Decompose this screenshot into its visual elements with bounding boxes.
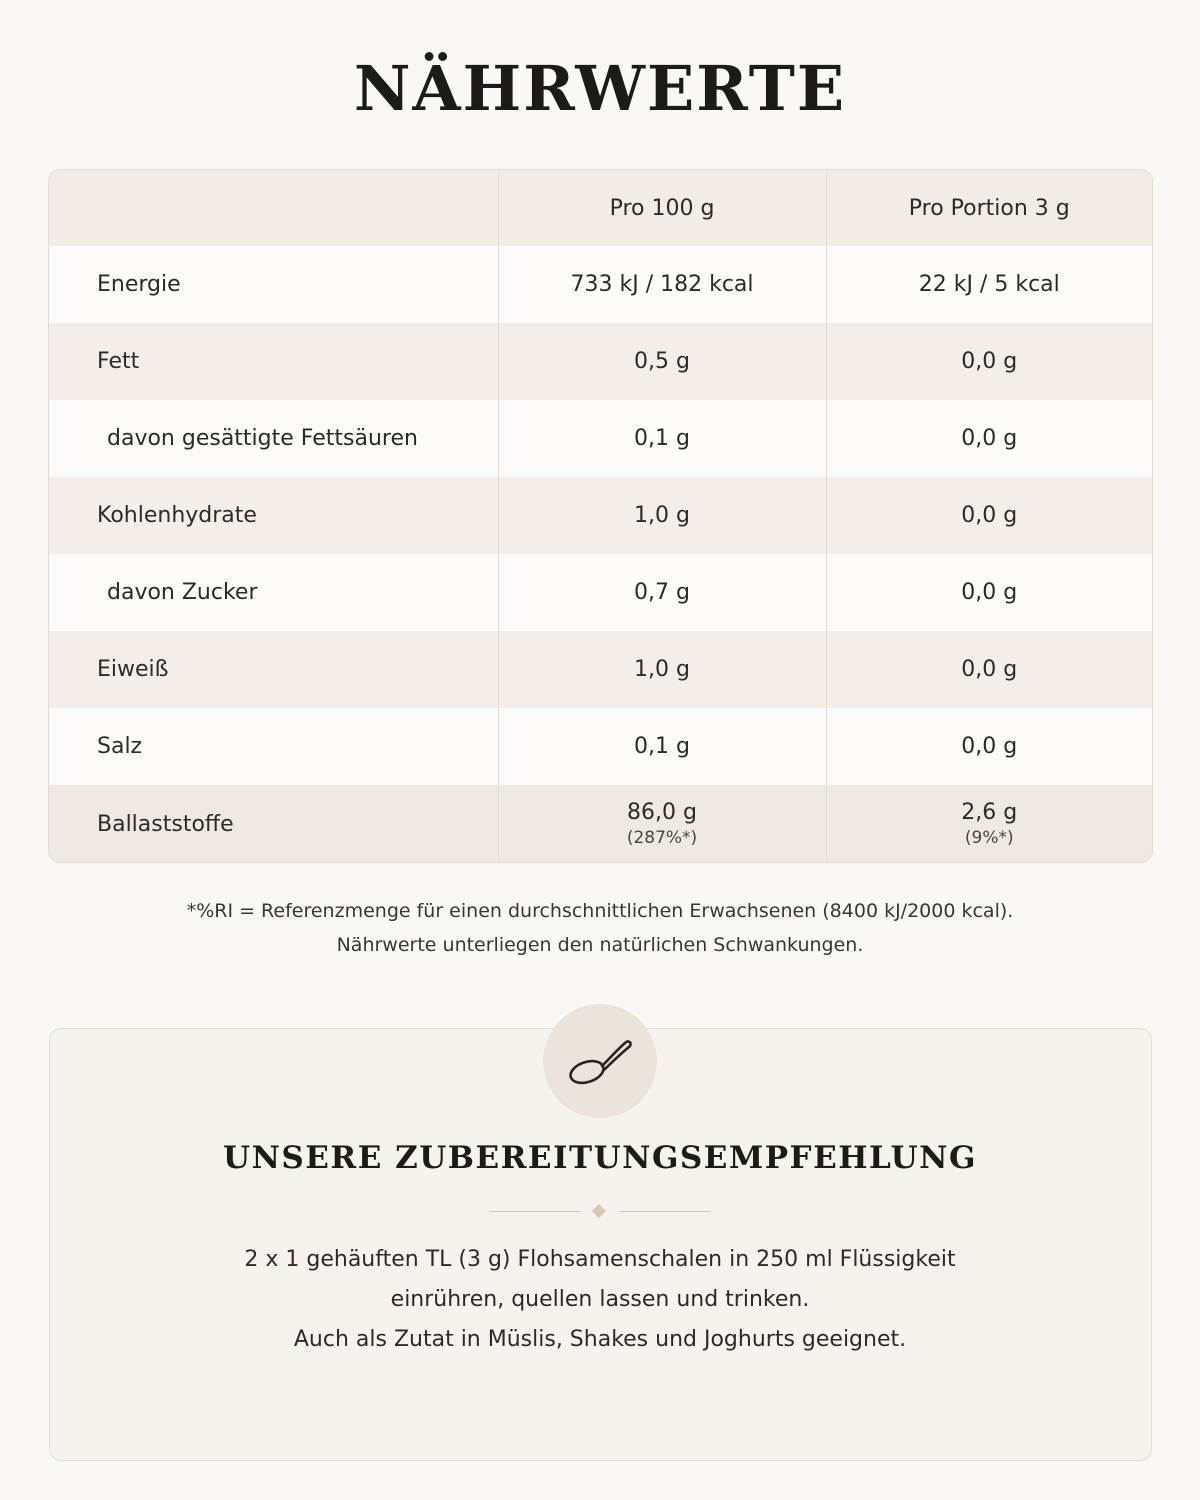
divider-line-left <box>489 1211 581 1212</box>
value-per-100g: 733 kJ / 182 kcal <box>498 246 826 323</box>
row-label: Kohlenhydrate <box>49 477 498 554</box>
value-per-portion: 0,0 g <box>826 477 1152 554</box>
header-per-portion: Pro Portion 3 g <box>826 170 1152 246</box>
preparation-title: UNSERE ZUBEREITUNGSEMPFEHLUNG <box>223 1140 977 1176</box>
row-label: Ballaststoffe <box>49 785 498 863</box>
nutrition-table <box>49 170 1152 863</box>
nutrition-table-card <box>48 169 1153 863</box>
preparation-text <box>0 1240 1200 1360</box>
value-per-100g: 0,1 g <box>498 400 826 477</box>
value-per-100g: 0,1 g <box>498 708 826 785</box>
table-row-fett <box>49 323 1152 400</box>
value-per-portion-cell <box>826 785 1152 863</box>
footnote-ri: *%RI = Referenzmenge für einen durchschnittlichen Erwachsenen (8400 kJ/2000 kcal). <box>186 900 1014 922</box>
value-per-100g: 0,5 g <box>498 323 826 400</box>
footnote <box>0 894 1200 962</box>
row-label: Fett <box>49 323 498 400</box>
ri-percent-per-100g: (287%*) <box>626 828 698 848</box>
table-row-ballaststoffe <box>49 785 1152 863</box>
header-per-100g: Pro 100 g <box>498 170 826 246</box>
row-label: Salz <box>49 708 498 785</box>
row-label: Energie <box>49 246 498 323</box>
value-per-100g: 1,0 g <box>498 477 826 554</box>
row-label: davon gesättigte Fettsäuren <box>49 400 498 477</box>
value-per-100g: 0,7 g <box>498 554 826 631</box>
value-per-100g: 86,0 g <box>627 800 697 825</box>
value-per-portion: 22 kJ / 5 kcal <box>826 246 1152 323</box>
table-row-zucker <box>49 554 1152 631</box>
value-per-portion: 2,6 g <box>961 800 1018 825</box>
preparation-line: 2 x 1 gehäuften TL (3 g) Flohsamenschalen in 250 ml Flüssigkeit <box>244 1247 956 1272</box>
value-per-portion: 0,0 g <box>826 554 1152 631</box>
row-label: Eiweiß <box>49 631 498 708</box>
header-label-column <box>49 170 498 246</box>
table-row-eiweiss <box>49 631 1152 708</box>
value-per-portion: 0,0 g <box>826 323 1152 400</box>
ri-percent-per-portion: (9%*) <box>964 828 1014 848</box>
value-per-100g-cell <box>498 785 826 863</box>
ornament-divider <box>489 1204 711 1220</box>
table-row-gesaettigte-fettsaeuren <box>49 400 1152 477</box>
table-row-salz <box>49 708 1152 785</box>
value-per-100g: 1,0 g <box>498 631 826 708</box>
table-row-kohlenhydrate <box>49 477 1152 554</box>
diamond-icon <box>592 1204 606 1218</box>
table-header-row <box>49 170 1152 246</box>
value-per-portion: 0,0 g <box>826 708 1152 785</box>
value-per-portion: 0,0 g <box>826 400 1152 477</box>
spoon-icon <box>565 1026 635 1096</box>
preparation-line: einrühren, quellen lassen und trinken. <box>390 1287 810 1312</box>
spoon-icon-badge <box>543 1004 657 1118</box>
value-per-portion: 0,0 g <box>826 631 1152 708</box>
table-row-energie <box>49 246 1152 323</box>
divider-line-right <box>619 1211 711 1212</box>
row-label: davon Zucker <box>49 554 498 631</box>
preparation-line: Auch als Zutat in Müslis, Shakes und Joghurts geeignet. <box>293 1327 907 1352</box>
footnote-variation: Nährwerte unterliegen den natürlichen Schwankungen. <box>336 934 864 956</box>
page-title: NÄHRWERTE <box>353 52 847 125</box>
